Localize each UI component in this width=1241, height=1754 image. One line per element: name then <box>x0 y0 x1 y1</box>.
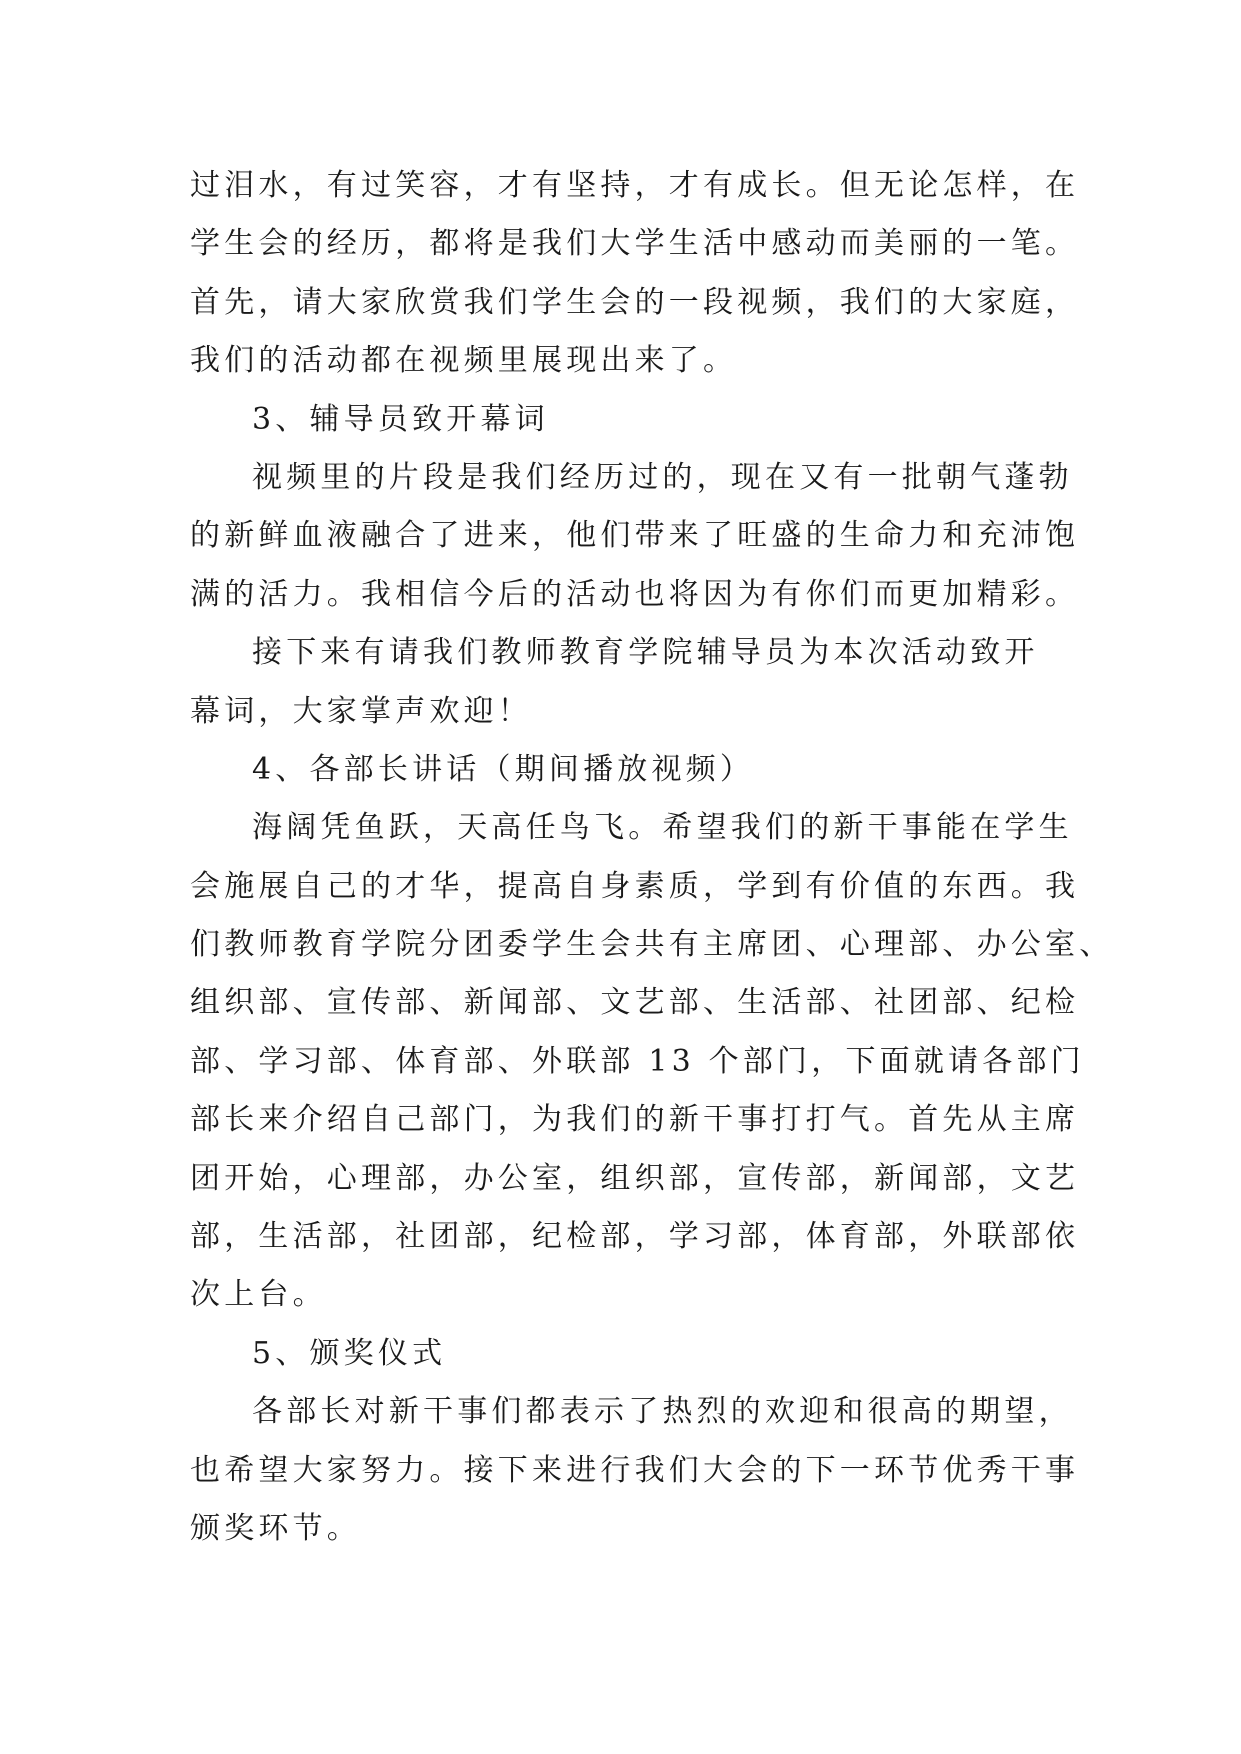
text-line: 们教师教育学院分团委学生会共有主席团、心理部、办公室、 <box>190 927 1114 963</box>
text-line: 团开始，心理部，办公室，组织部，宣传部，新闻部，文艺 <box>190 1160 1080 1196</box>
text-line: 首先，请大家欣赏我们学生会的一段视频，我们的大家庭， <box>190 284 1080 320</box>
text-line: 接下来有请我们教师教育学院辅导员为本次活动致开 <box>252 635 1039 671</box>
text-line: 的新鲜血液融合了进来，他们带来了旺盛的生命力和充沛饱 <box>190 518 1080 554</box>
text-line: 次上台。 <box>190 1277 327 1313</box>
text-line: 也希望大家努力。接下来进行我们大会的下一环节优秀干事 <box>190 1452 1080 1488</box>
text-line: 学生会的经历，都将是我们大学生活中感动而美丽的一笔。 <box>190 226 1080 262</box>
text-line: 部长来介绍自己部门，为我们的新干事打打气。首先从主席 <box>190 1102 1080 1138</box>
text-line: 部、学习部、体育部、外联部 13 个部门，下面就请各部门 <box>190 1043 1085 1079</box>
document-body <box>190 157 1114 1558</box>
section-heading-3: 3、辅导员致开幕词 <box>252 401 549 437</box>
text-line: 会施展自己的才华，提高自身素质，学到有价值的东西。我 <box>190 868 1080 904</box>
text-line: 视频里的片段是我们经历过的，现在又有一批朝气蓬勃 <box>252 459 1073 495</box>
text-line: 满的活力。我相信今后的活动也将因为有你们而更加精彩。 <box>190 576 1080 612</box>
text-line: 部，生活部，社团部，纪检部，学习部，体育部，外联部依 <box>190 1219 1080 1255</box>
text-line: 幕词，大家掌声欢迎！ <box>190 693 532 729</box>
section-heading-4: 4、各部长讲话（期间播放视频） <box>252 751 755 787</box>
text-line: 各部长对新干事们都表示了热烈的欢迎和很高的期望， <box>252 1394 1073 1430</box>
text-line: 我们的活动都在视频里展现出来了。 <box>190 343 738 379</box>
text-line: 组织部、宣传部、新闻部、文艺部、生活部、社团部、纪检 <box>190 985 1080 1021</box>
text-line: 过泪水，有过笑容，才有坚持，才有成长。但无论怎样，在 <box>190 168 1080 203</box>
text-line: 海阔凭鱼跃，天高任鸟飞。希望我们的新干事能在学生 <box>252 810 1073 846</box>
text-line: 颁奖环节。 <box>190 1510 361 1546</box>
section-heading-5: 5、颁奖仪式 <box>252 1335 447 1371</box>
